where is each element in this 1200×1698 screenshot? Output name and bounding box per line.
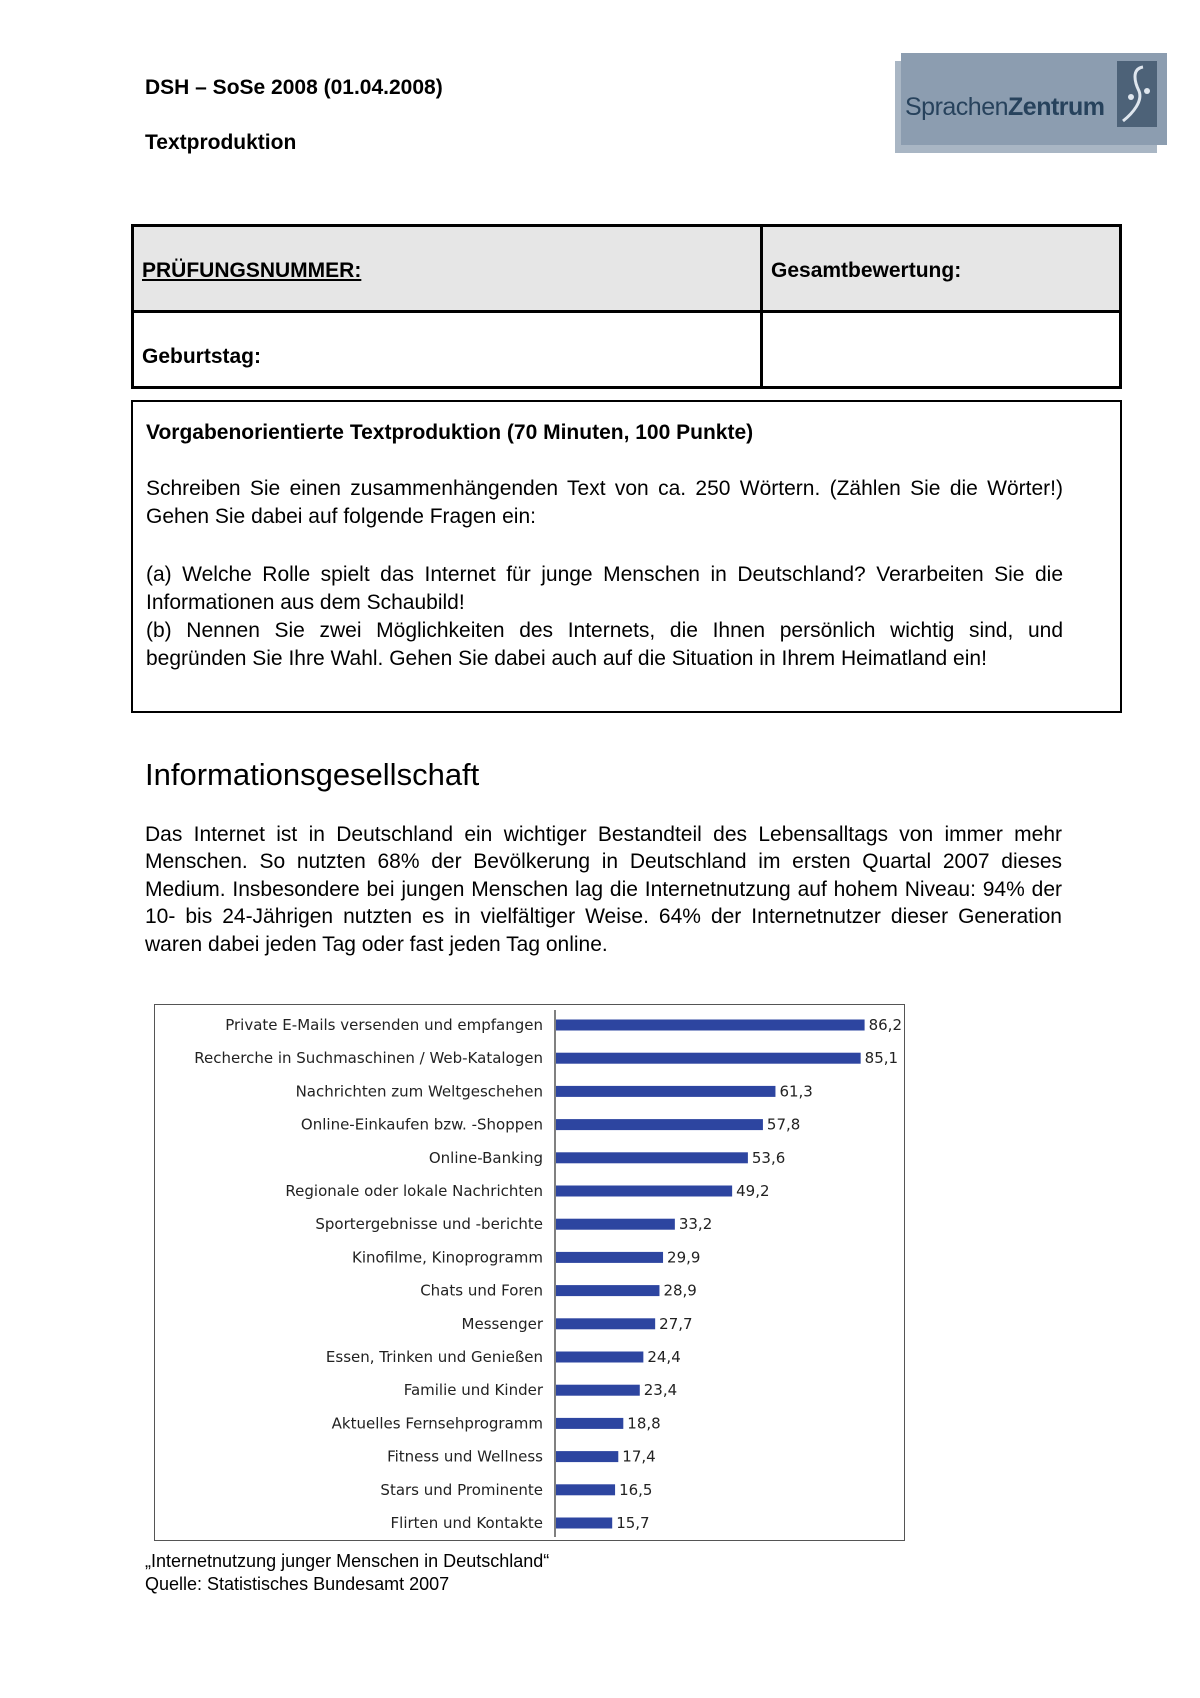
- chart-category-label: Aktuelles Fernsehprogramm: [331, 1414, 543, 1433]
- birthday-label: Geburtstag:: [142, 345, 262, 368]
- chart-value-label: 49,2: [736, 1182, 770, 1200]
- exam-info-table: [131, 224, 1122, 389]
- bar-chart-svg: [155, 1005, 903, 1539]
- chart-category-label: Familie und Kinder: [403, 1381, 543, 1400]
- chart-category-label: Chats und Foren: [420, 1281, 543, 1300]
- chart-value-label: 16,5: [619, 1480, 653, 1499]
- logo-text-part1: Sprachen: [905, 93, 1009, 121]
- chart-bar: [556, 1219, 675, 1230]
- chart-category-label: Kinofilme, Kinoprogramm: [351, 1248, 543, 1267]
- chart-bar: [556, 1318, 655, 1329]
- chart-bar: [556, 1020, 865, 1031]
- task-question-a: (a) Welche Rolle spielt das Internet für junge Menschen in Deutschland? Verarbeiten Sie die Informationen aus dem Schaubild!: [146, 563, 1063, 614]
- chart-category-label: Sportergebnisse und -berichte: [315, 1215, 543, 1234]
- chart-category-label: Online-Einkaufen bzw. -Shoppen: [300, 1115, 543, 1134]
- chart-bar: [556, 1119, 763, 1130]
- sprachenzentrum-logo: [895, 53, 1167, 153]
- overall-rating-label: Gesamtbewertung:: [771, 259, 962, 282]
- logo-text: [905, 93, 1105, 122]
- overall-rating-value-cell[interactable]: [763, 313, 1119, 386]
- chart-bar: [556, 1352, 643, 1363]
- chart-bar: [556, 1451, 618, 1462]
- overall-rating-cell[interactable]: [763, 227, 1119, 313]
- exam-number-label: PRÜFUNGSNUMMER:: [142, 259, 362, 282]
- chart-value-label: 23,4: [643, 1381, 678, 1400]
- chart-bar: [556, 1484, 615, 1495]
- birthday-cell[interactable]: [134, 313, 763, 386]
- chart-bar: [556, 1086, 775, 1097]
- chart-value-label: 61,3: [779, 1082, 813, 1101]
- chart-value-label: 28,9: [663, 1281, 697, 1300]
- chart-value-label: 53,6: [751, 1148, 786, 1167]
- task-title: Vorgabenorientierte Textproduktion (70 Minuten, 100 Punkte): [146, 421, 754, 444]
- chart-value-label: 86,2: [868, 1016, 903, 1034]
- chart-category-label: Regionale oder lokale Nachrichten: [285, 1182, 543, 1200]
- chart-category-label: Messenger: [461, 1314, 543, 1333]
- chart-category-label: Nachrichten zum Weltgeschehen: [295, 1082, 543, 1101]
- chart-source: Quelle: Statistisches Bundesamt 2007: [145, 1574, 450, 1594]
- chart-bar: [556, 1186, 732, 1197]
- exam-number-cell[interactable]: [134, 227, 763, 313]
- chart-category-label: Recherche in Suchmaschinen / Web-Katalogen: [194, 1049, 543, 1068]
- document-header-title: DSH – SoSe 2008 (01.04.2008): [145, 76, 443, 99]
- bar-chart: [154, 1004, 905, 1541]
- chart-category-label: Fitness und Wellness: [387, 1447, 543, 1466]
- chart-value-label: 29,9: [667, 1248, 701, 1267]
- chart-value-label: 24,4: [647, 1348, 681, 1366]
- chart-bar: [556, 1285, 659, 1296]
- chart-bar: [556, 1053, 861, 1064]
- chart-bar: [556, 1152, 748, 1163]
- chart-value-label: 18,8: [627, 1414, 661, 1433]
- chart-value-label: 57,8: [766, 1115, 801, 1134]
- chart-value-label: 17,4: [622, 1447, 656, 1466]
- article-title: Informationsgesellschaft: [145, 757, 480, 792]
- task-box: [131, 400, 1122, 713]
- chart-bar: [556, 1252, 663, 1263]
- chart-bar: [556, 1385, 640, 1396]
- chart-value-label: 15,7: [616, 1514, 650, 1532]
- task-instructions: Schreiben Sie einen zusammenhängenden Text von ca. 250 Wörtern. (Zählen Sie die Wörter!) Gehen Sie dabei auf folgende Fragen ein:: [146, 477, 1063, 528]
- chart-category-label: Essen, Trinken und Genießen: [325, 1348, 543, 1366]
- chart-bar: [556, 1518, 612, 1529]
- document-header-subtitle: Textproduktion: [145, 131, 297, 154]
- chart-value-label: 85,1: [864, 1049, 899, 1068]
- article-body: Das Internet ist in Deutschland ein wichtiger Bestandteil des Lebensalltags von immer mehr Menschen. So nutzten 68% der Bevölkerung in Deutschland im ersten Quartal 2007 dieses Medium. Insbesondere bei jungen Menschen lag die Internetnutzung auf hohem Niveau: 94% der 10- bis 24-Jährigen nutzten es in vielfältiger Weise. 64% der Internetnutzer dieser Generation waren dabei jeden Tag oder fast jeden Tag online.: [145, 823, 1062, 956]
- chart-category-label: Stars und Prominente: [380, 1480, 543, 1499]
- chart-category-label: Private E-Mails versenden und empfangen: [225, 1016, 543, 1034]
- chart-value-label: 27,7: [659, 1314, 693, 1333]
- chart-category-label: Online-Banking: [428, 1148, 543, 1167]
- chart-caption: „Internetnutzung junger Menschen in Deutschland“: [145, 1551, 550, 1571]
- chart-category-label: Flirten und Kontakte: [390, 1514, 543, 1532]
- chart-bar: [556, 1418, 623, 1429]
- logo-text-part2: Zentrum: [1008, 93, 1105, 121]
- chart-value-label: 33,2: [678, 1215, 713, 1234]
- task-question-b: (b) Nennen Sie zwei Möglichkeiten des Internets, die Ihnen persönlich wichtig sind, und begründen Sie Ihre Wahl. Gehen Sie dabei auch auf die Situation in Ihrem Heimatland ein!: [146, 619, 1063, 670]
- logo-emblem-icon: [1113, 61, 1163, 131]
